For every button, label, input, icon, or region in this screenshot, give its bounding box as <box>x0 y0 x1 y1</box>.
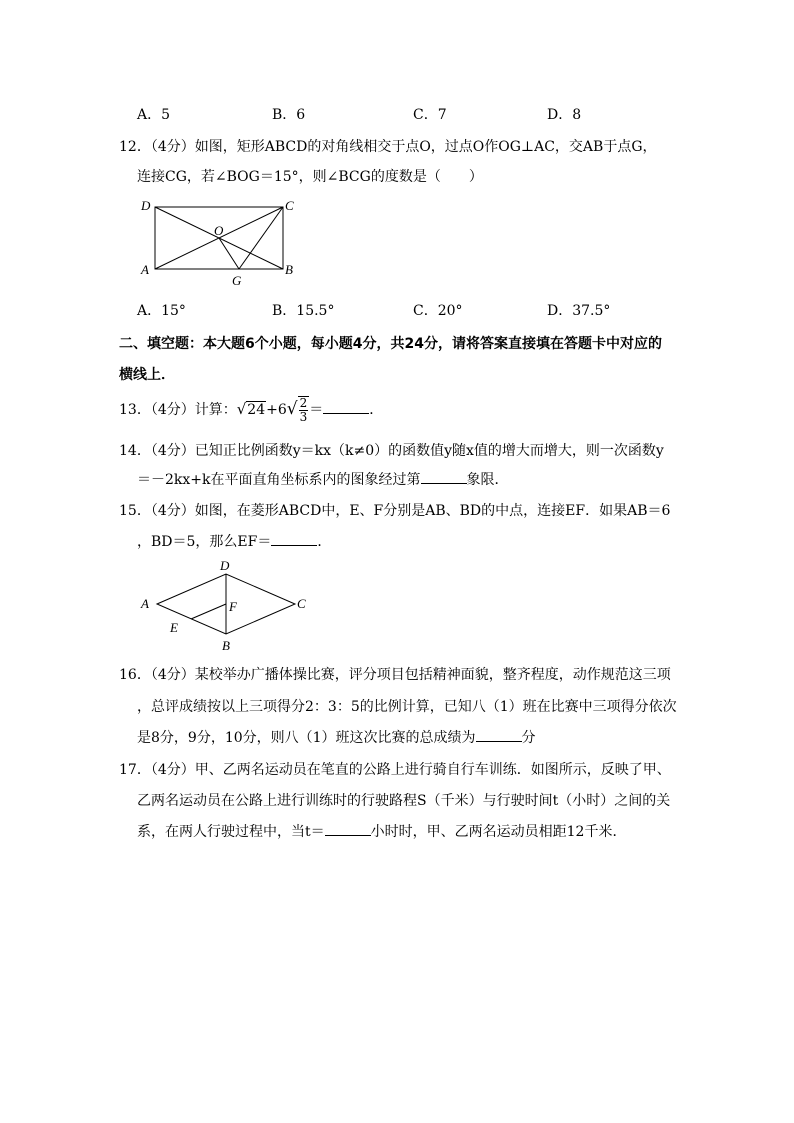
q11-option-d: D．8 <box>547 107 582 123</box>
q17-stem-line1: 17．（4分）甲、乙两名运动员在笔直的公路上进行骑自行车训练．如图所示，反映了甲、 <box>119 762 671 778</box>
q14-line2-b: 象限． <box>466 472 509 488</box>
q16-stem-line2: ，总评成绩按以上三项得分2：3：5的比例计算，已知八（1）班在比赛中三项得分依次 <box>137 699 677 715</box>
q16-stem-line1: 16．（4分）某校举办广播体操比赛，评分项目包括精神面貌，整齐程度，动作规范这三项 <box>119 667 671 683</box>
q15-answer-blank[interactable] <box>271 533 317 546</box>
q17-line3-a: 系，在两人行驶过程中，当t＝ <box>137 824 325 840</box>
q13-end: ． <box>369 402 384 418</box>
q13-coef: +6 <box>266 402 287 418</box>
segment-cg <box>239 207 283 269</box>
label-d: D <box>220 558 230 573</box>
q13-frac-den: 3 <box>299 410 308 424</box>
radical-sign-icon-2: √ <box>286 399 298 419</box>
q13-fraction <box>298 396 310 424</box>
q15-stem-line2 <box>137 531 331 551</box>
q17-answer-blank[interactable] <box>325 823 371 836</box>
q14-stem-line2 <box>137 469 509 489</box>
label-b: B <box>222 638 230 653</box>
label-a: A <box>141 262 149 277</box>
label-a: A <box>141 596 149 611</box>
q11-option-a: A．5 <box>137 107 171 123</box>
q12-stem-line2: 连接CG，若∠BOG＝15°，则∠BCG的度数是（ ） <box>137 169 483 185</box>
q17-line3-b: 小时时，甲、乙两名运动员相距12千米． <box>370 824 627 840</box>
q13-stem <box>119 396 383 424</box>
q15-rhombus-figure <box>138 558 318 658</box>
label-c: C <box>297 596 306 611</box>
q16-stem-line3 <box>137 727 536 747</box>
label-c: C <box>285 198 294 213</box>
section2-heading-line1: 二、填空题：本大题6个小题，每小题4分，共24分，请将答案直接填在答题卡中对应的 <box>119 336 662 352</box>
q12-option-a: A．15° <box>137 303 186 319</box>
q14-stem-line1: 14．（4分）已知正比例函数y＝kx（k≠0）的函数值y随x值的增大而增大，则一次函数y <box>119 443 664 459</box>
label-f: F <box>229 599 237 614</box>
radical-sign-icon: √ <box>236 400 247 418</box>
q13-prefix: 13．（4分）计算： <box>119 402 237 418</box>
q15-line2-b: ． <box>317 534 332 550</box>
q17-stem-line2: 乙两名运动员在公路上进行训练时的行驶路程S（千米）与行驶时间t（小时）之间的关 <box>137 793 671 809</box>
q16-line3-a: 是8分，9分，10分，则八（1）班这次比赛的总成绩为 <box>137 730 476 746</box>
q14-answer-blank[interactable] <box>421 471 467 484</box>
label-b: B <box>285 262 293 277</box>
label-d: D <box>141 198 151 213</box>
q15-line2-a: ，BD＝5，那么EF＝ <box>137 534 272 550</box>
q12-option-c: C．20° <box>413 303 463 319</box>
q11-option-c: C．7 <box>413 107 447 123</box>
q12-option-d: D．37.5° <box>547 303 611 319</box>
q13-answer-blank[interactable] <box>323 401 369 414</box>
q17-stem-line3 <box>137 821 626 841</box>
q12-stem-line1: 12．（4分）如图，矩形ABCD的对角线相交于点O，过点O作OG⊥AC，交AB于点G， <box>119 139 657 155</box>
q13-radicand: 24 <box>247 402 266 418</box>
q13-equals: ＝ <box>309 402 324 418</box>
q12-option-b: B．15.5° <box>272 303 335 319</box>
q13-frac-num: 2 <box>299 396 308 410</box>
q14-line2-a: ＝－2kx+k在平面直角坐标系内的图象经过第 <box>137 472 421 488</box>
label-o: O <box>214 223 224 238</box>
section2-heading-line2: 横线上． <box>119 367 175 383</box>
q16-answer-blank[interactable] <box>476 729 522 742</box>
segment-ef <box>191 604 226 619</box>
q16-line3-b: 分 <box>521 730 536 746</box>
label-g: G <box>232 273 242 288</box>
q15-stem-line1: 15．（4分）如图，在菱形ABCD中，E、F分别是AB、BD的中点，连接EF．如果AB＝6 <box>119 503 671 519</box>
q12-rectangle-figure <box>138 194 318 294</box>
q11-option-b: B．6 <box>272 107 306 123</box>
label-e: E <box>170 620 178 635</box>
